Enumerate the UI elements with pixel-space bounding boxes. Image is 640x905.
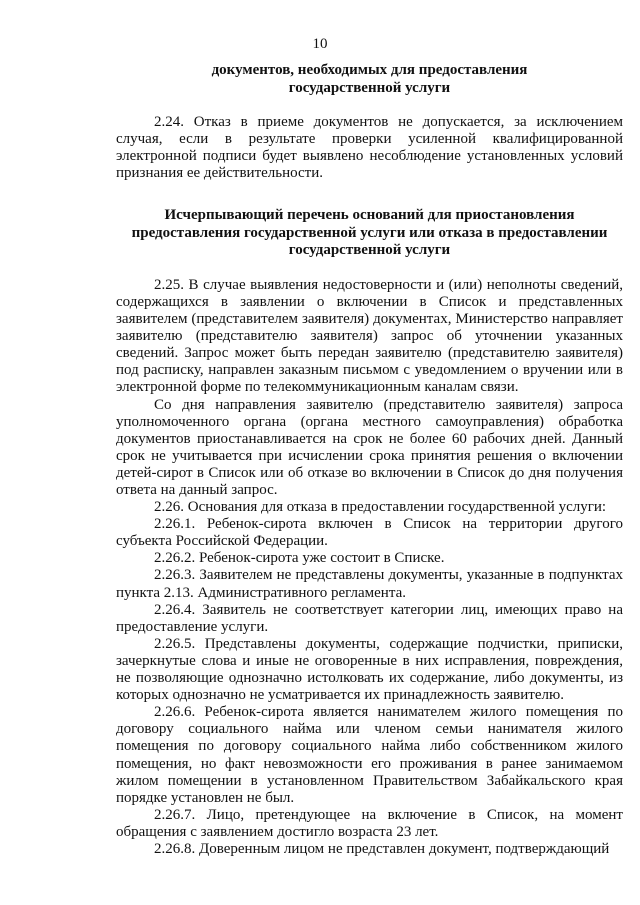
paragraph-2-24: 2.24. Отказ в приеме документов не допускается, за исключением случая, если в результате проверки усиленной квалифицированной электронной подписи будет выявлено несоблюдение установленных условий признания ее действительности. <box>116 114 623 182</box>
paragraph-2-25-suspension: Со дня направления заявителю (представителю заявителя) запроса уполномоченного органа (органа местного самоуправления) обработка документов приостанавливается на срок не более 60 рабочих дней. Данный срок не учитывается при исчислении срока принятия решения о включении детей-сирот в Список или об отказе во включении в Список до дня получения ответа на данный запрос. <box>116 396 623 498</box>
paragraph-2-26-7: 2.26.7. Лицо, претендующее на включение в Список, на момент обращения с заявлением достигло возраста 23 лет. <box>116 806 623 840</box>
paragraph-2-25: 2.25. В случае выявления недостоверности и (или) неполноты сведений, содержащихся в заявлении о включении в Список и представленных заявителем (представителем заявителя) документах, Министерство направляет заявителю (представителю заявителя) запрос об уточнении указанных сведений. Запрос может быть передан заявителю (представителю заявителя) под расписку, направлен заказным письмом с уведомлением о вручении или в электронной форме по телекоммуникационным каналам связи. <box>116 276 623 396</box>
section-heading-grounds: Исчерпывающий перечень оснований для приостановления предоставления государственной услуги или отказа в предоставлении государственной услуги <box>131 207 608 259</box>
paragraph-2-26-4: 2.26.4. Заявитель не соответствует категории лиц, имеющих право на предоставление услуги. <box>116 601 623 635</box>
paragraph-2-26-5: 2.26.5. Представлены документы, содержащие подчистки, приписки, зачеркнутые слова и иные не оговоренные в них исправления, повреждения, не позволяющие однозначно истолковать их содержание, либо документы, из которых однозначно не усматривается их принадлежность заявителю. <box>116 635 623 704</box>
paragraph-2-26-8: 2.26.8. Доверенным лицом не представлен документ, подтверждающий <box>154 840 610 857</box>
section-heading-documents: документов, необходимых для предоставления государственной услуги <box>211 62 528 96</box>
paragraph-2-26-6: 2.26.6. Ребенок-сирота является нанимателем жилого помещения по договору социального найма или членом семьи нанимателя жилого помещения по договору социального найма либо собственником жилого помещения, но факт невозможности его проживания в ранее занимаемом жилом помещении в установленном Правительством Забайкальского края порядке установлен не был. <box>116 704 623 806</box>
paragraph-2-26-1: 2.26.1. Ребенок-сирота включен в Список на территории другого субъекта Российской Федерации. <box>116 516 623 550</box>
page-content <box>116 62 623 858</box>
paragraph-2-26: 2.26. Основания для отказа в предоставлении государственной услуги: <box>154 499 607 516</box>
page-number: 10 <box>312 36 328 52</box>
paragraph-2-26-3: 2.26.3. Заявителем не представлены документы, указанные в подпунктах пункта 2.13. Административного регламента. <box>116 567 623 601</box>
paragraph-2-26-2: 2.26.2. Ребенок-сирота уже состоит в Списке. <box>154 550 445 567</box>
